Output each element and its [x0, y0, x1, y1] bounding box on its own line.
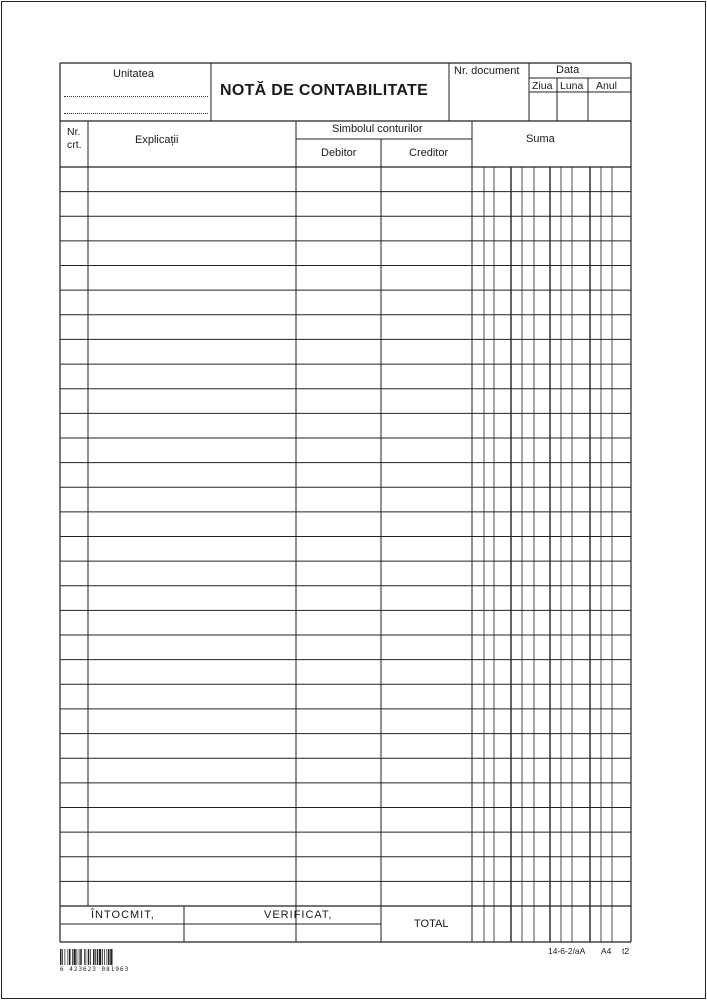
barcode-bar [62, 949, 63, 965]
barcode-bar [68, 949, 69, 965]
unit-label: Unitatea [113, 68, 154, 80]
barcode-bar [79, 949, 80, 965]
accounts-header: Simbolul conturilor [332, 123, 423, 135]
barcode-bar [69, 949, 71, 965]
unit-name-line[interactable] [64, 96, 208, 97]
barcode-bar [60, 949, 62, 965]
barcode-bar [93, 949, 95, 965]
barcode-number: 6 423623 081963 [60, 966, 130, 973]
month-label: Luna [560, 80, 584, 92]
crt-label: crt. [67, 139, 82, 151]
barcode-bar [74, 949, 76, 965]
amount-header: Suma [526, 133, 555, 145]
credit-header: Creditor [409, 147, 449, 159]
explanations-header: Explicații [135, 134, 179, 146]
paper-format: A4 [601, 946, 612, 956]
barcode-bar [72, 949, 73, 965]
barcode-bar [80, 949, 82, 965]
barcode-bar [84, 949, 85, 965]
barcode-bar [108, 949, 110, 965]
barcode-bar [110, 949, 112, 965]
barcode-bar [86, 949, 87, 965]
debit-header: Debitor [321, 147, 357, 159]
barcode-bar [95, 949, 96, 965]
prepared-label: ÎNTOCMIT, [91, 909, 155, 921]
date-label: Data [556, 64, 580, 76]
barcode-bar [104, 949, 105, 965]
barcode-bar [97, 949, 99, 965]
barcode-bar [99, 949, 101, 965]
total-label: TOTAL [414, 918, 449, 930]
day-label: Ziua [532, 80, 553, 92]
unit-address-line[interactable] [64, 113, 208, 114]
barcode-bar [107, 949, 108, 965]
barcode-bar [90, 949, 91, 965]
barcode-bar [88, 949, 90, 965]
barcode-bar [77, 949, 78, 965]
edition-mark: t2 [622, 946, 630, 956]
barcode-image [60, 949, 140, 965]
barcode-bar [102, 949, 103, 965]
page-title: NOTĂ DE CONTABILITATE [220, 82, 429, 99]
verified-label: VERIFICAT, [264, 909, 333, 921]
nr-label: Nr. [67, 126, 81, 138]
doc-number-label: Nr. document [454, 65, 520, 77]
year-label: Anul [596, 80, 618, 92]
barcode-bar [65, 949, 66, 965]
form-code: 14-6-2/aA [548, 946, 586, 956]
